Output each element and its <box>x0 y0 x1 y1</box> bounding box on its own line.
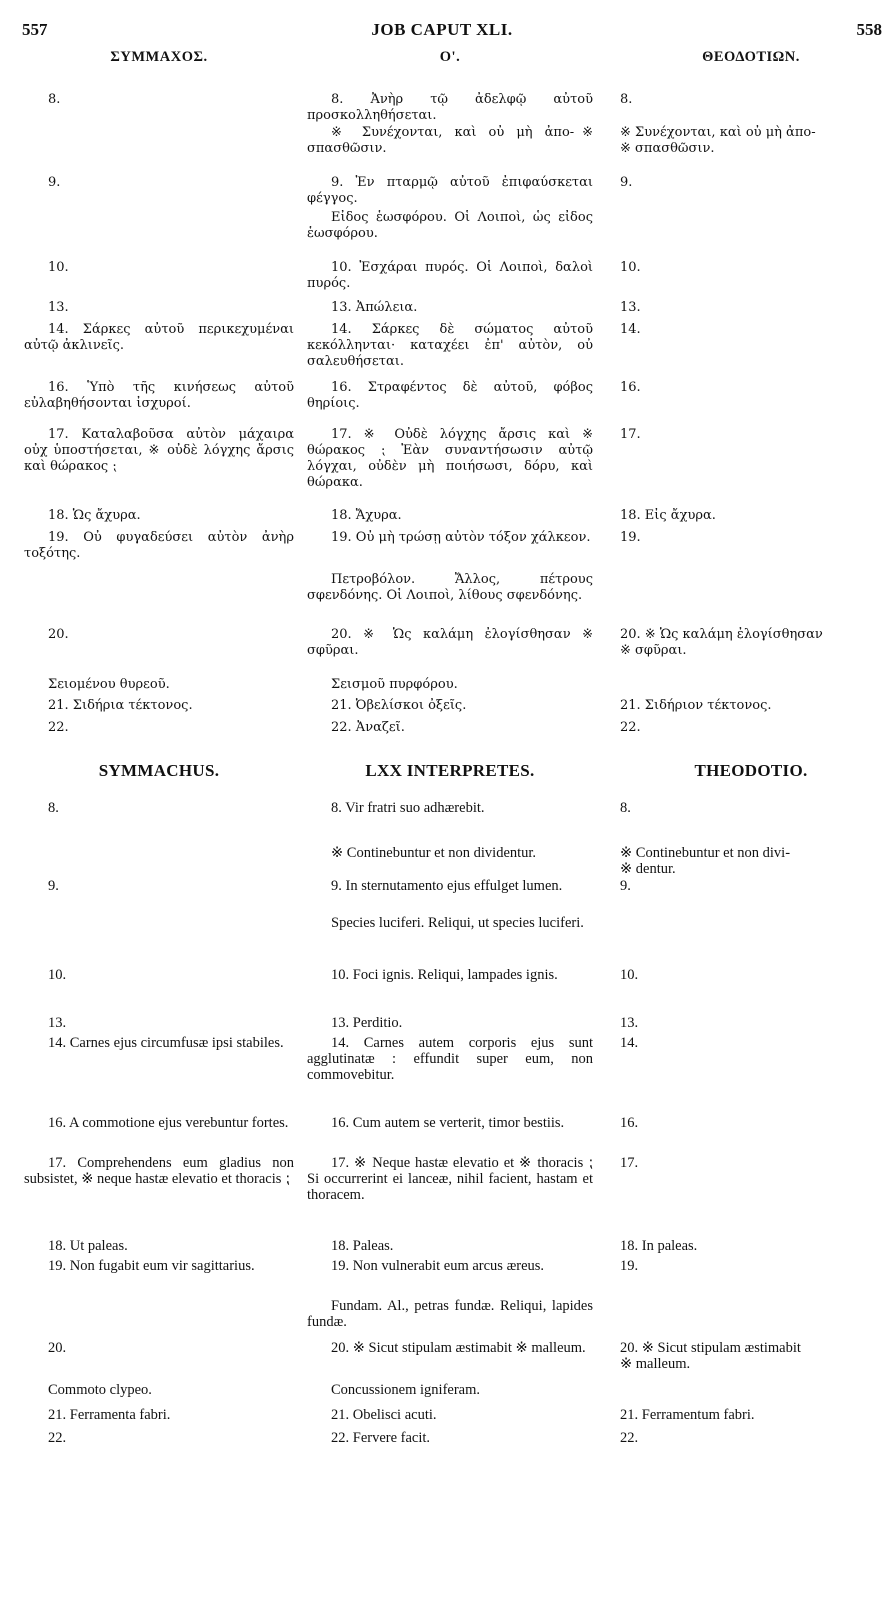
latin-theodotion-cell-7: 14. <box>620 1035 639 1051</box>
latin-symmachus-cell-6: 13. <box>48 1015 67 1031</box>
latin-lxx-cell-8: 16. Cum autem se verterit, timor bestiis. <box>331 1115 565 1131</box>
greek-theodotion-cell-6: 13. <box>620 300 641 315</box>
latin-theodotion-cell-1: 8. <box>620 800 631 816</box>
greek-lxx-cell-14: Σεισμοῦ πυρφόρου. <box>331 677 458 692</box>
running-header <box>0 20 884 44</box>
latin-theodotion-cell-5: 10. <box>620 967 639 983</box>
greek-lxx-cell-9: 17. ※ Οὐδὲ λόγχης ἄρσις καὶ ※ θώρακος ⁏ Ἐὰν συναντήσωσιν αὐτῷ λόγχαι, οὐδὲν μὴ ποιήσωσι, δόρυ, καὶ θώρακα. <box>307 427 593 490</box>
latin-lxx-cell-16: 22. Fervere facit. <box>331 1430 431 1446</box>
latin-lxx-cell-2: ※ Continebuntur et non dividentur. <box>331 845 537 861</box>
latin-lxx-cell-4: Species luciferi. Reliqui, ut species luciferi. <box>331 915 584 931</box>
greek-lxx-cell-3: 9. Ἐν πταρμῷ αὐτοῦ ἐπιφαύσκεται φέγγος. <box>307 175 593 206</box>
greek-lxx-cell-7: 14. Σάρκες δὲ σώματος αὐτοῦ κεκόλληνται· καταχέει ἐπ' αὐτὸν, οὐ σαλευθήσεται. <box>307 322 593 369</box>
latin-symmachus-cell-15: 21. Ferramenta fabri. <box>48 1407 171 1423</box>
greek-lxx-cell-2: ※ Συνέχονται, καὶ οὐ μὴ ἀπο-※ σπασθῶσιν. <box>307 125 593 156</box>
greek-header-theodotion: ΘΕΟΔΟΤΙΩΝ. <box>702 49 800 65</box>
latin-symmachus-cell-7: 14. Carnes ejus circumfusæ ipsi stabiles. <box>48 1035 284 1051</box>
greek-lxx-cell-6: 13. Ἀπώλεια. <box>331 300 418 315</box>
latin-lxx-cell-9: 17. ※ Neque hastæ elevatio et ※ thoracis ⁏ Si occurrerint ei lanceæ, nihil facient, hastam et thoracem. <box>307 1155 593 1203</box>
latin-symmachus-cell-13: 20. <box>48 1340 67 1356</box>
greek-theodotion-cell-11: 19. <box>620 530 641 545</box>
greek-theodotion-cell-8: 16. <box>620 380 641 395</box>
greek-symmachus-cell-5: 10. <box>48 260 69 275</box>
greek-theodotion-cell-7: 14. <box>620 322 641 337</box>
latin-theodotion-cell-13: 20. ※ Sicut stipulam æstimabit ※ malleum. <box>620 1340 801 1372</box>
latin-header-theodotion: THEODOTIO. <box>694 761 808 780</box>
greek-lxx-cell-5: 10. Ἐσχάραι πυρός. Οἱ Λοιποὶ, δαλοὶ πυρός. <box>307 260 593 291</box>
greek-symmachus-cell-11: 19. Οὐ φυγαδεύσει αὐτὸν ἀνὴρ τοξότης. <box>24 530 294 561</box>
latin-lxx-cell-3: 9. In sternutamento ejus effulget lumen. <box>331 878 563 894</box>
greek-theodotion-cell-5: 10. <box>620 260 641 275</box>
latin-theodotion-cell-3: 9. <box>620 878 631 894</box>
greek-symmachus-cell-1: 8. <box>48 92 61 107</box>
greek-lxx-cell-16: 22. Ἀναζεῖ. <box>331 720 405 735</box>
greek-theodotion-cell-2: ※ Συνέχονται, καὶ οὐ μὴ ἀπο- ※ σπασθῶσιν. <box>620 125 816 156</box>
latin-theodotion-cell-11: 19. <box>620 1258 639 1274</box>
latin-lxx-cell-5: 10. Foci ignis. Reliqui, lampades ignis. <box>331 967 558 983</box>
greek-theodotion-cell-13: 20. ※ Ὡς καλάμη ἐλογίσθησαν ※ σφῦραι. <box>620 627 823 658</box>
latin-lxx-cell-10: 18. Paleas. <box>331 1238 394 1254</box>
latin-lxx-cell-14: Concussionem igniferam. <box>331 1382 481 1398</box>
latin-symmachus-cell-10: 18. Ut paleas. <box>48 1238 128 1254</box>
greek-lxx-cell-15: 21. Ὀβελίσκοι ὀξεῖς. <box>331 698 467 713</box>
greek-lxx-cell-12: Πετροβόλον. Ἄλλος, πέτρους σφενδόνης. Οἱ Λοιποὶ, λίθους σφενδόνης. <box>307 572 593 603</box>
greek-symmachus-cell-15: 21. Σιδήρια τέκτονος. <box>48 698 193 713</box>
latin-symmachus-cell-9: 17. Comprehendens eum gladius non subsistet, ※ neque hastæ elevatio et thoracis ⁏ <box>24 1155 294 1187</box>
latin-theodotion-cell-10: 18. In paleas. <box>620 1238 698 1254</box>
greek-lxx-cell-11: 19. Οὐ μὴ τρώσῃ αὐτὸν τόξον χάλκεον. <box>331 530 591 545</box>
greek-header-lxx: Ο'. <box>439 49 461 65</box>
greek-theodotion-cell-3: 9. <box>620 175 633 190</box>
latin-symmachus-cell-11: 19. Non fugabit eum vir sagittarius. <box>48 1258 255 1274</box>
latin-lxx-cell-15: 21. Obelisci acuti. <box>331 1407 437 1423</box>
page-number-right: 558 <box>856 20 882 39</box>
greek-symmachus-cell-8: 16. Ὑπὸ τῆς κινήσεως αὐτοῦ εὐλαβηθήσονται ἰσχυροί. <box>24 380 294 411</box>
latin-lxx-cell-6: 13. Perditio. <box>331 1015 403 1031</box>
greek-symmachus-cell-6: 13. <box>48 300 69 315</box>
latin-theodotion-cell-8: 16. <box>620 1115 639 1131</box>
greek-lxx-cell-8: 16. Στραφέντος δὲ αὐτοῦ, φόβος θηρίοις. <box>307 380 593 411</box>
latin-theodotion-cell-15: 21. Ferramentum fabri. <box>620 1407 755 1423</box>
greek-theodotion-cell-9: 17. <box>620 427 641 442</box>
greek-lxx-cell-1: 8. Ἀνὴρ τῷ ἀδελφῷ αὐτοῦ προσκολληθήσεται. <box>307 92 593 123</box>
greek-lxx-cell-13: 20. ※ Ὡς καλάμη ἐλογίσθησαν ※ σφῦραι. <box>307 627 593 658</box>
latin-symmachus-cell-16: 22. <box>48 1430 67 1446</box>
latin-lxx-cell-11: 19. Non vulnerabit eum arcus æreus. <box>331 1258 545 1274</box>
greek-symmachus-cell-16: 22. <box>48 720 69 735</box>
greek-lxx-cell-4: Εἶδος ἑωσφόρου. Οἱ Λοιποὶ, ὡς εἶδος ἑωσφόρου. <box>307 210 593 241</box>
latin-theodotion-cell-6: 13. <box>620 1015 639 1031</box>
latin-theodotion-cell-9: 17. <box>620 1155 639 1171</box>
greek-theodotion-cell-15: 21. Σιδήριον τέκτονος. <box>620 698 772 713</box>
greek-theodotion-cell-16: 22. <box>620 720 641 735</box>
latin-lxx-cell-13: 20. ※ Sicut stipulam æstimabit ※ malleum. <box>331 1340 586 1356</box>
page-title: JOB CAPUT XLI. <box>371 20 513 39</box>
latin-symmachus-cell-14: Commoto clypeo. <box>48 1382 152 1398</box>
latin-symmachus-cell-5: 10. <box>48 967 67 983</box>
latin-symmachus-cell-3: 9. <box>48 878 59 894</box>
greek-theodotion-cell-1: 8. <box>620 92 633 107</box>
greek-symmachus-cell-9: 17. Καταλαβοῦσα αὐτὸν μάχαιρα οὐχ ὑποστήσεται, ※ οὐδὲ λόγχης ἄρσις καὶ θώρακος ⁏ <box>24 427 294 474</box>
greek-lxx-cell-10: 18. Ἄχυρα. <box>331 508 402 523</box>
greek-symmachus-cell-3: 9. <box>48 175 61 190</box>
latin-symmachus-cell-8: 16. A commotione ejus verebuntur fortes. <box>48 1115 289 1131</box>
page-number-left: 557 <box>22 20 48 39</box>
latin-header-symmachus: SYMMACHUS. <box>98 761 220 780</box>
greek-symmachus-cell-13: 20. <box>48 627 69 642</box>
latin-lxx-cell-12: Fundam. Al., petras fundæ. Reliqui, lapides fundæ. <box>307 1298 593 1330</box>
greek-symmachus-cell-7: 14. Σάρκες αὐτοῦ περικεχυμέναι αὐτῷ ἀκλινεῖς. <box>24 322 294 353</box>
latin-theodotion-cell-2: ※ Continebuntur et non divi- ※ dentur. <box>620 845 791 877</box>
latin-lxx-cell-1: 8. Vir fratri suo adhærebit. <box>331 800 485 816</box>
latin-header-lxx: LXX INTERPRETES. <box>365 761 535 780</box>
greek-theodotion-cell-10: 18. Εἰς ἄχυρα. <box>620 508 716 523</box>
greek-header-symmachus: ΣΥΜΜΑΧΟΣ. <box>110 49 208 65</box>
latin-symmachus-cell-1: 8. <box>48 800 59 816</box>
greek-symmachus-cell-14: Σειομένου θυρεοῦ. <box>48 677 170 692</box>
latin-lxx-cell-7: 14. Carnes autem corporis ejus sunt agglutinatæ : effundit super eum, non commovebitur. <box>307 1035 593 1083</box>
latin-theodotion-cell-16: 22. <box>620 1430 639 1446</box>
greek-symmachus-cell-10: 18. Ὡς ἄχυρα. <box>48 508 141 523</box>
